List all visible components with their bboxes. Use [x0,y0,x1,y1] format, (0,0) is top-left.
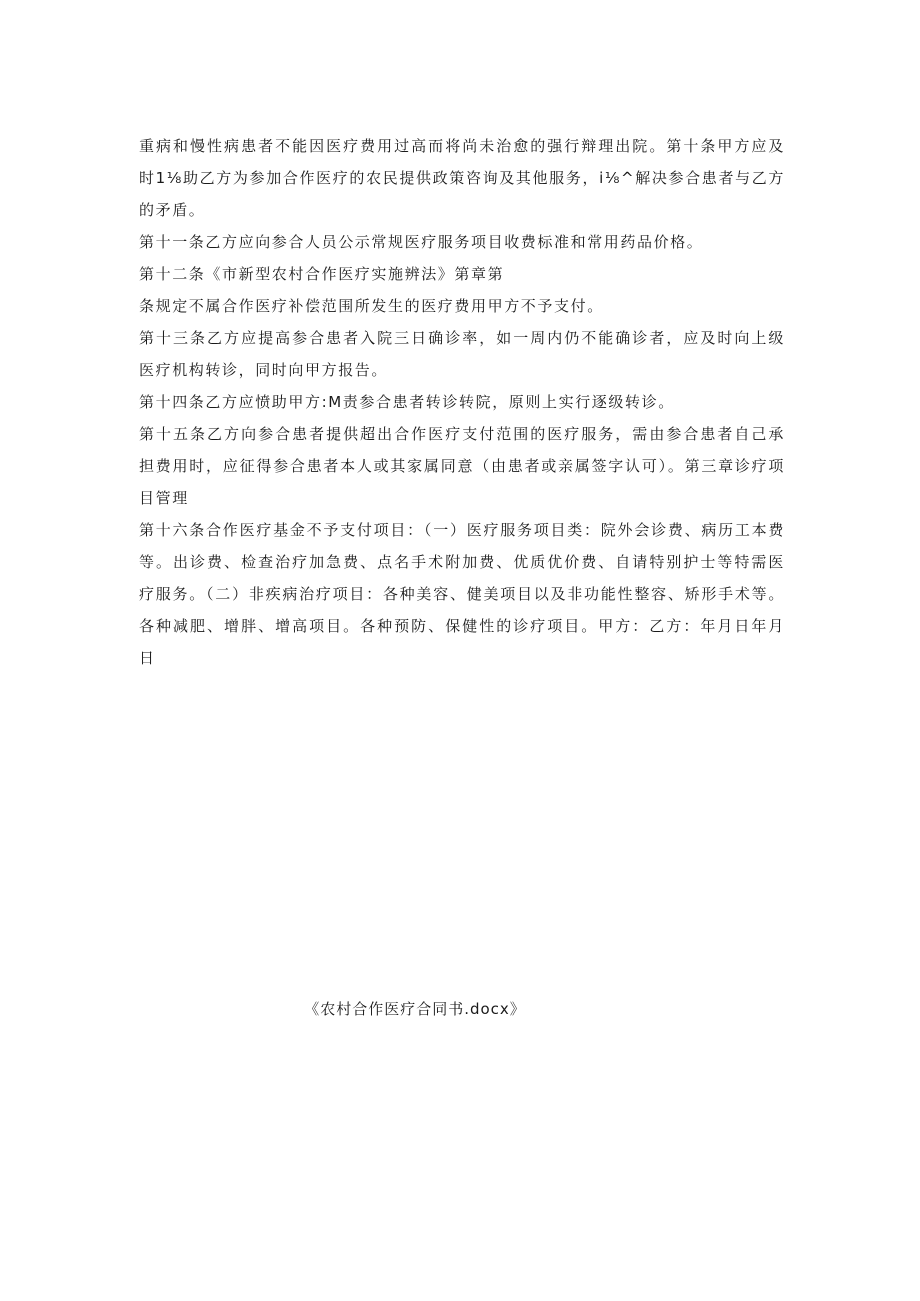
paragraph-article-15: 第十五条乙方向参合患者提供超出合作医疗支付范围的医疗服务，需由参合患者自己承担费用时，应征得参合患者本人或其家属同意（由患者或亲属签字认可）。第三章诊疗项目管理 [139,425,785,507]
paragraph-article-13: 第十三条乙方应提高参合患者入院三日确诊率，如一周内仍不能确诊者，应及时向上级医疗机构转诊，同时向甲方报告。 [139,329,785,379]
paragraph-article-14: 第十四条乙方应愤助甲方:M责参合患者转诊转院，原则上实行逐级转诊。 [139,393,675,411]
paragraph-article-16: 第十六条合作医疗基金不予支付项目：（一）医疗服务项目类：院外会诊费、病历工本费等。出诊费、检查治疗加急费、点名手术附加费、优质优价费、自请特别护士等特需医疗服务。（二）非疾病治疗项目：各种美容、健美项目以及非功能性整容、矫形手术等。各种减肥、增胖、增高项目。各种预防、保健性的诊疗项目。甲方：乙方：年月日年月日 [139,521,785,667]
document-body [139,130,785,674]
paragraph-article-12-cont: 条规定不属合作医疗补偿范围所发生的医疗费用甲方不予支付。 [139,297,604,315]
paragraph-article-10: 重病和慢性病患者不能因医疗费用过高而将尚未治愈的强行辩理出院。第十条甲方应及时1⅛助乙方为参加合作医疗的农民提供政策咨询及其他服务，i⅛^解决参合患者与乙方的矛盾。 [139,137,785,219]
document-filename-footer: 《农村合作医疗合同书.docx》 [304,1000,526,1018]
paragraph-article-12: 第十二条《市新型农村合作医疗实施辨法》第章第 [139,265,505,283]
paragraph-article-11: 第十一条乙方应向参合人员公示常规医疗服务项目收费标准和常用药品价格。 [139,233,704,251]
